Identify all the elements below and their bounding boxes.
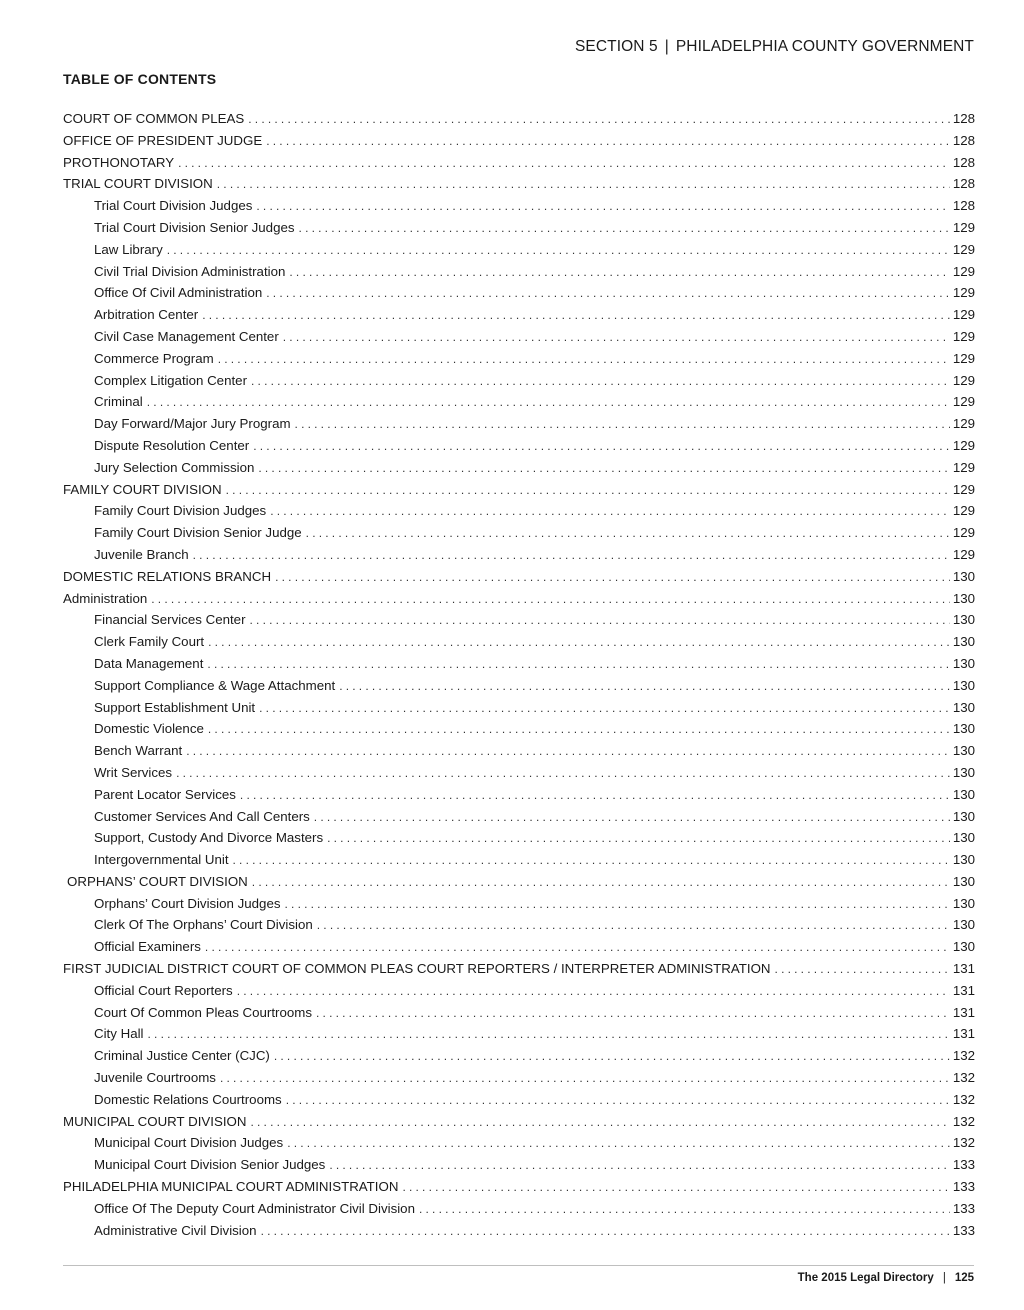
toc-entry-page: 131 (952, 961, 975, 977)
toc-entry (63, 569, 975, 591)
toc-dot-leader (208, 635, 950, 649)
toc-entry (63, 133, 975, 155)
toc-entry-label: Family Court Division Senior Judge (94, 525, 302, 541)
toc-entry (63, 939, 975, 961)
toc-entry (63, 416, 975, 438)
toc-dot-leader (220, 1071, 950, 1085)
toc-dot-leader (207, 657, 949, 671)
toc-entry-page: 130 (952, 808, 975, 824)
toc-entry-page: 129 (952, 481, 975, 497)
toc-entry-label: Arbitration Center (94, 307, 199, 323)
footer-separator: | (942, 1272, 946, 1284)
toc-dot-leader (233, 853, 950, 867)
publication-name: The 2015 Legal Directory (797, 1272, 934, 1284)
toc-entry (63, 176, 975, 198)
toc-entry-page: 129 (952, 328, 975, 344)
header-separator: | (664, 38, 669, 55)
toc-dot-leader (275, 570, 950, 584)
toc-dot-leader (314, 810, 950, 824)
toc-dot-leader (329, 1158, 949, 1172)
toc-entry-page: 133 (952, 1222, 975, 1238)
toc-dot-leader (274, 1049, 950, 1063)
toc-entry-label: Clerk Of The Orphans’ Court Division (94, 917, 313, 933)
page-footer (798, 1272, 974, 1284)
toc-entry-page: 131 (952, 1004, 975, 1020)
toc-entry-page: 130 (952, 590, 975, 606)
toc-entry-label: Domestic Violence (94, 721, 204, 737)
toc-dot-leader (299, 221, 950, 235)
toc-entry-page: 133 (952, 1157, 975, 1173)
toc-entry (63, 830, 975, 852)
toc-entry-page: 129 (952, 219, 975, 235)
toc-entry (63, 503, 975, 525)
toc-entry-label: Dispute Resolution Center (94, 437, 250, 453)
toc-entry-label: Jury Selection Commission (94, 459, 255, 475)
toc-entry-page: 129 (952, 394, 975, 410)
toc-entry-label: Financial Services Center (94, 612, 246, 628)
toc-entry-label: Trial Court Division Judges (94, 198, 253, 214)
toc-entry-page: 130 (952, 852, 975, 868)
toc-dot-leader (248, 112, 950, 126)
toc-entry-label: Clerk Family Court (94, 634, 205, 650)
toc-entry-label: Court Of Common Pleas Courtrooms (94, 1004, 312, 1020)
toc-dot-leader (327, 831, 950, 845)
toc-entry-page: 130 (952, 786, 975, 802)
toc-dot-leader (226, 483, 950, 497)
toc-entry (63, 264, 975, 286)
toc-entry-page: 129 (952, 525, 975, 541)
toc-entry-label: MUNICIPAL COURT DIVISION (63, 1113, 247, 1129)
toc-entry (63, 1092, 975, 1114)
toc-entry (63, 438, 975, 460)
toc-entry (63, 896, 975, 918)
toc-dot-leader (205, 940, 950, 954)
toc-entry (63, 809, 975, 831)
toc-dot-leader (193, 548, 950, 562)
toc-entry-page: 128 (952, 132, 975, 148)
toc-entry (63, 1070, 975, 1092)
toc-entry (63, 111, 975, 133)
toc-entry (63, 307, 975, 329)
toc-entry (63, 155, 975, 177)
toc-entry-label: Domestic Relations Courtrooms (94, 1091, 282, 1107)
toc-entry-page: 131 (952, 982, 975, 998)
toc-dot-leader (176, 766, 950, 780)
toc-entry-label: Orphans’ Court Division Judges (94, 895, 281, 911)
toc-entry (63, 1201, 975, 1223)
toc-entry (63, 917, 975, 939)
toc-entry (63, 743, 975, 765)
table-of-contents (63, 111, 975, 1244)
toc-entry-page: 128 (952, 176, 975, 192)
toc-entry-label: OFFICE OF PRESIDENT JUDGE (63, 132, 263, 148)
toc-entry-label: ORPHANS’ COURT DIVISION (67, 873, 248, 889)
toc-dot-leader (775, 962, 950, 976)
toc-entry (63, 852, 975, 874)
toc-entry-page: 133 (952, 1200, 975, 1216)
toc-dot-leader (251, 374, 950, 388)
toc-entry (63, 961, 975, 983)
toc-entry-label: TRIAL COURT DIVISION (63, 176, 213, 192)
toc-entry-page: 129 (952, 503, 975, 519)
toc-dot-leader (317, 918, 950, 932)
toc-entry-page: 130 (952, 721, 975, 737)
toc-entry (63, 460, 975, 482)
toc-entry-page: 130 (952, 873, 975, 889)
toc-dot-leader (256, 199, 949, 213)
toc-entry-page: 133 (952, 1179, 975, 1195)
toc-dot-leader (270, 504, 950, 518)
toc-entry (63, 1135, 975, 1157)
toc-entry (63, 983, 975, 1005)
toc-entry (63, 482, 975, 504)
footer-divider (63, 1265, 974, 1266)
toc-entry-page: 129 (952, 546, 975, 562)
toc-entry-label: Support, Custody And Divorce Masters (94, 830, 324, 846)
toc-entry-page: 129 (952, 437, 975, 453)
toc-entry-label: Writ Services (94, 764, 173, 780)
toc-entry-label: Data Management (94, 655, 204, 671)
toc-entry-page: 129 (952, 263, 975, 279)
toc-entry-page: 130 (952, 743, 975, 759)
toc-entry-label: Municipal Court Division Judges (94, 1135, 284, 1151)
toc-entry-label: Bench Warrant (94, 743, 183, 759)
toc-dot-leader (218, 352, 950, 366)
toc-entry-page: 129 (952, 241, 975, 257)
toc-entry-label: City Hall (94, 1026, 144, 1042)
toc-entry (63, 1005, 975, 1027)
toc-entry (63, 329, 975, 351)
toc-entry-page: 129 (952, 285, 975, 301)
toc-entry-label: Family Court Division Judges (94, 503, 267, 519)
toc-entry (63, 1223, 975, 1245)
toc-entry-label: Criminal Justice Center (CJC) (94, 1048, 270, 1064)
toc-dot-leader (250, 613, 950, 627)
toc-entry-label: Civil Case Management Center (94, 328, 279, 344)
toc-dot-leader (148, 1027, 950, 1041)
toc-entry-page: 132 (952, 1070, 975, 1086)
toc-entry-label: Juvenile Branch (94, 546, 189, 562)
toc-dot-leader (252, 875, 950, 889)
page-number: 125 (954, 1272, 974, 1284)
section-label: SECTION 5 (574, 38, 658, 55)
toc-entry (63, 765, 975, 787)
toc-entry (63, 634, 975, 656)
toc-dot-leader (419, 1202, 950, 1216)
toc-entry-label: Trial Court Division Senior Judges (94, 219, 295, 235)
toc-dot-leader (250, 1115, 949, 1129)
toc-entry-page: 130 (952, 677, 975, 693)
toc-entry (63, 373, 975, 395)
toc-entry-page: 129 (952, 307, 975, 323)
toc-entry-label: Day Forward/Major Jury Program (94, 416, 291, 432)
toc-entry-label: Law Library (94, 241, 163, 257)
toc-entry-page: 130 (952, 830, 975, 846)
toc-entry-page: 128 (952, 198, 975, 214)
toc-entry-label: Office Of The Deputy Court Administrator Civil Division (94, 1200, 415, 1216)
toc-entry-page: 128 (952, 154, 975, 170)
toc-dot-leader (402, 1180, 949, 1194)
toc-dot-leader (202, 308, 950, 322)
toc-dot-leader (295, 417, 950, 431)
toc-entry (63, 285, 975, 307)
toc-dot-leader (339, 679, 950, 693)
toc-dot-leader (147, 395, 950, 409)
toc-entry (63, 1157, 975, 1179)
toc-entry (63, 198, 975, 220)
toc-dot-leader (253, 439, 950, 453)
toc-entry-page: 129 (952, 416, 975, 432)
toc-entry-label: Support Compliance & Wage Attachment (94, 677, 336, 693)
toc-title: TABLE OF CONTENTS (63, 71, 217, 87)
toc-entry-label: DOMESTIC RELATIONS BRANCH (63, 568, 272, 584)
page-header (575, 38, 974, 56)
toc-entry-page: 129 (952, 350, 975, 366)
toc-entry-label: Administration (63, 590, 148, 606)
toc-entry-page: 130 (952, 655, 975, 671)
toc-entry-page: 130 (952, 568, 975, 584)
toc-entry-label: Customer Services And Call Centers (94, 808, 310, 824)
toc-entry-label: FAMILY COURT DIVISION (63, 481, 222, 497)
toc-entry-page: 132 (952, 1113, 975, 1129)
toc-entry-label: PROTHONOTARY (63, 154, 175, 170)
toc-dot-leader (237, 984, 950, 998)
toc-entry-page: 132 (952, 1048, 975, 1064)
toc-dot-leader (283, 330, 950, 344)
toc-dot-leader (306, 526, 950, 540)
toc-entry-page: 130 (952, 895, 975, 911)
toc-dot-leader (266, 286, 950, 300)
toc-entry-label: PHILADELPHIA MUNICIPAL COURT ADMINISTRATION (63, 1179, 399, 1195)
toc-dot-leader (240, 788, 950, 802)
toc-entry (63, 591, 975, 613)
toc-entry (63, 220, 975, 242)
toc-entry (63, 394, 975, 416)
toc-entry-label: Office Of Civil Administration (94, 285, 263, 301)
toc-entry-label: Official Examiners (94, 939, 201, 955)
toc-entry-label: Municipal Court Division Senior Judges (94, 1157, 326, 1173)
toc-entry-label: COURT OF COMMON PLEAS (63, 111, 245, 126)
toc-dot-leader (178, 156, 950, 170)
toc-entry-label: Commerce Program (94, 350, 214, 366)
toc-entry (63, 787, 975, 809)
toc-dot-leader (186, 744, 950, 758)
toc-entry-label: Support Establishment Unit (94, 699, 256, 715)
toc-entry-label: Civil Trial Division Administration (94, 263, 286, 279)
toc-dot-leader (258, 461, 949, 475)
toc-entry-page: 132 (952, 1091, 975, 1107)
toc-entry-page: 130 (952, 764, 975, 780)
toc-entry (63, 612, 975, 634)
toc-entry (63, 721, 975, 743)
toc-dot-leader (285, 897, 950, 911)
toc-dot-leader (287, 1136, 950, 1150)
toc-entry (63, 700, 975, 722)
toc-entry (63, 656, 975, 678)
toc-dot-leader (259, 701, 950, 715)
toc-entry-page: 132 (952, 1135, 975, 1151)
toc-entry (63, 242, 975, 264)
section-title: PHILADELPHIA COUNTY GOVERNMENT (675, 38, 974, 55)
toc-entry-label: Administrative Civil Division (94, 1222, 257, 1238)
toc-entry (63, 678, 975, 700)
toc-entry-page: 130 (952, 634, 975, 650)
toc-entry (63, 547, 975, 569)
toc-dot-leader (217, 177, 950, 191)
toc-entry (63, 1179, 975, 1201)
toc-entry-page: 128 (952, 111, 975, 126)
toc-entry (63, 1026, 975, 1048)
toc-dot-leader (151, 592, 950, 606)
toc-entry-label: Intergovernmental Unit (94, 852, 229, 868)
toc-dot-leader (208, 722, 950, 736)
toc-entry-page: 131 (952, 1026, 975, 1042)
toc-dot-leader (167, 243, 950, 257)
toc-entry-label: Criminal (94, 394, 143, 410)
toc-entry-label: Official Court Reporters (94, 982, 233, 998)
toc-entry (63, 1114, 975, 1136)
toc-entry-label: Parent Locator Services (94, 786, 236, 802)
toc-entry-label: Juvenile Courtrooms (94, 1070, 216, 1086)
toc-dot-leader (286, 1093, 950, 1107)
toc-entry (63, 874, 975, 896)
toc-entry (63, 351, 975, 373)
toc-entry-label: FIRST JUDICIAL DISTRICT COURT OF COMMON PLEAS COURT REPORTERS / INTERPRETER ADMINISTRATION (63, 961, 771, 977)
toc-entry-page: 129 (952, 372, 975, 388)
toc-entry-page: 130 (952, 612, 975, 628)
toc-entry-page: 130 (952, 699, 975, 715)
toc-dot-leader (261, 1224, 950, 1238)
toc-entry-label: Complex Litigation Center (94, 372, 247, 388)
toc-entry-page: 130 (952, 939, 975, 955)
toc-entry (63, 525, 975, 547)
toc-dot-leader (289, 265, 949, 279)
toc-dot-leader (316, 1006, 950, 1020)
toc-dot-leader (266, 134, 950, 148)
toc-entry (63, 1048, 975, 1070)
toc-entry-page: 130 (952, 917, 975, 933)
toc-entry-page: 129 (952, 459, 975, 475)
